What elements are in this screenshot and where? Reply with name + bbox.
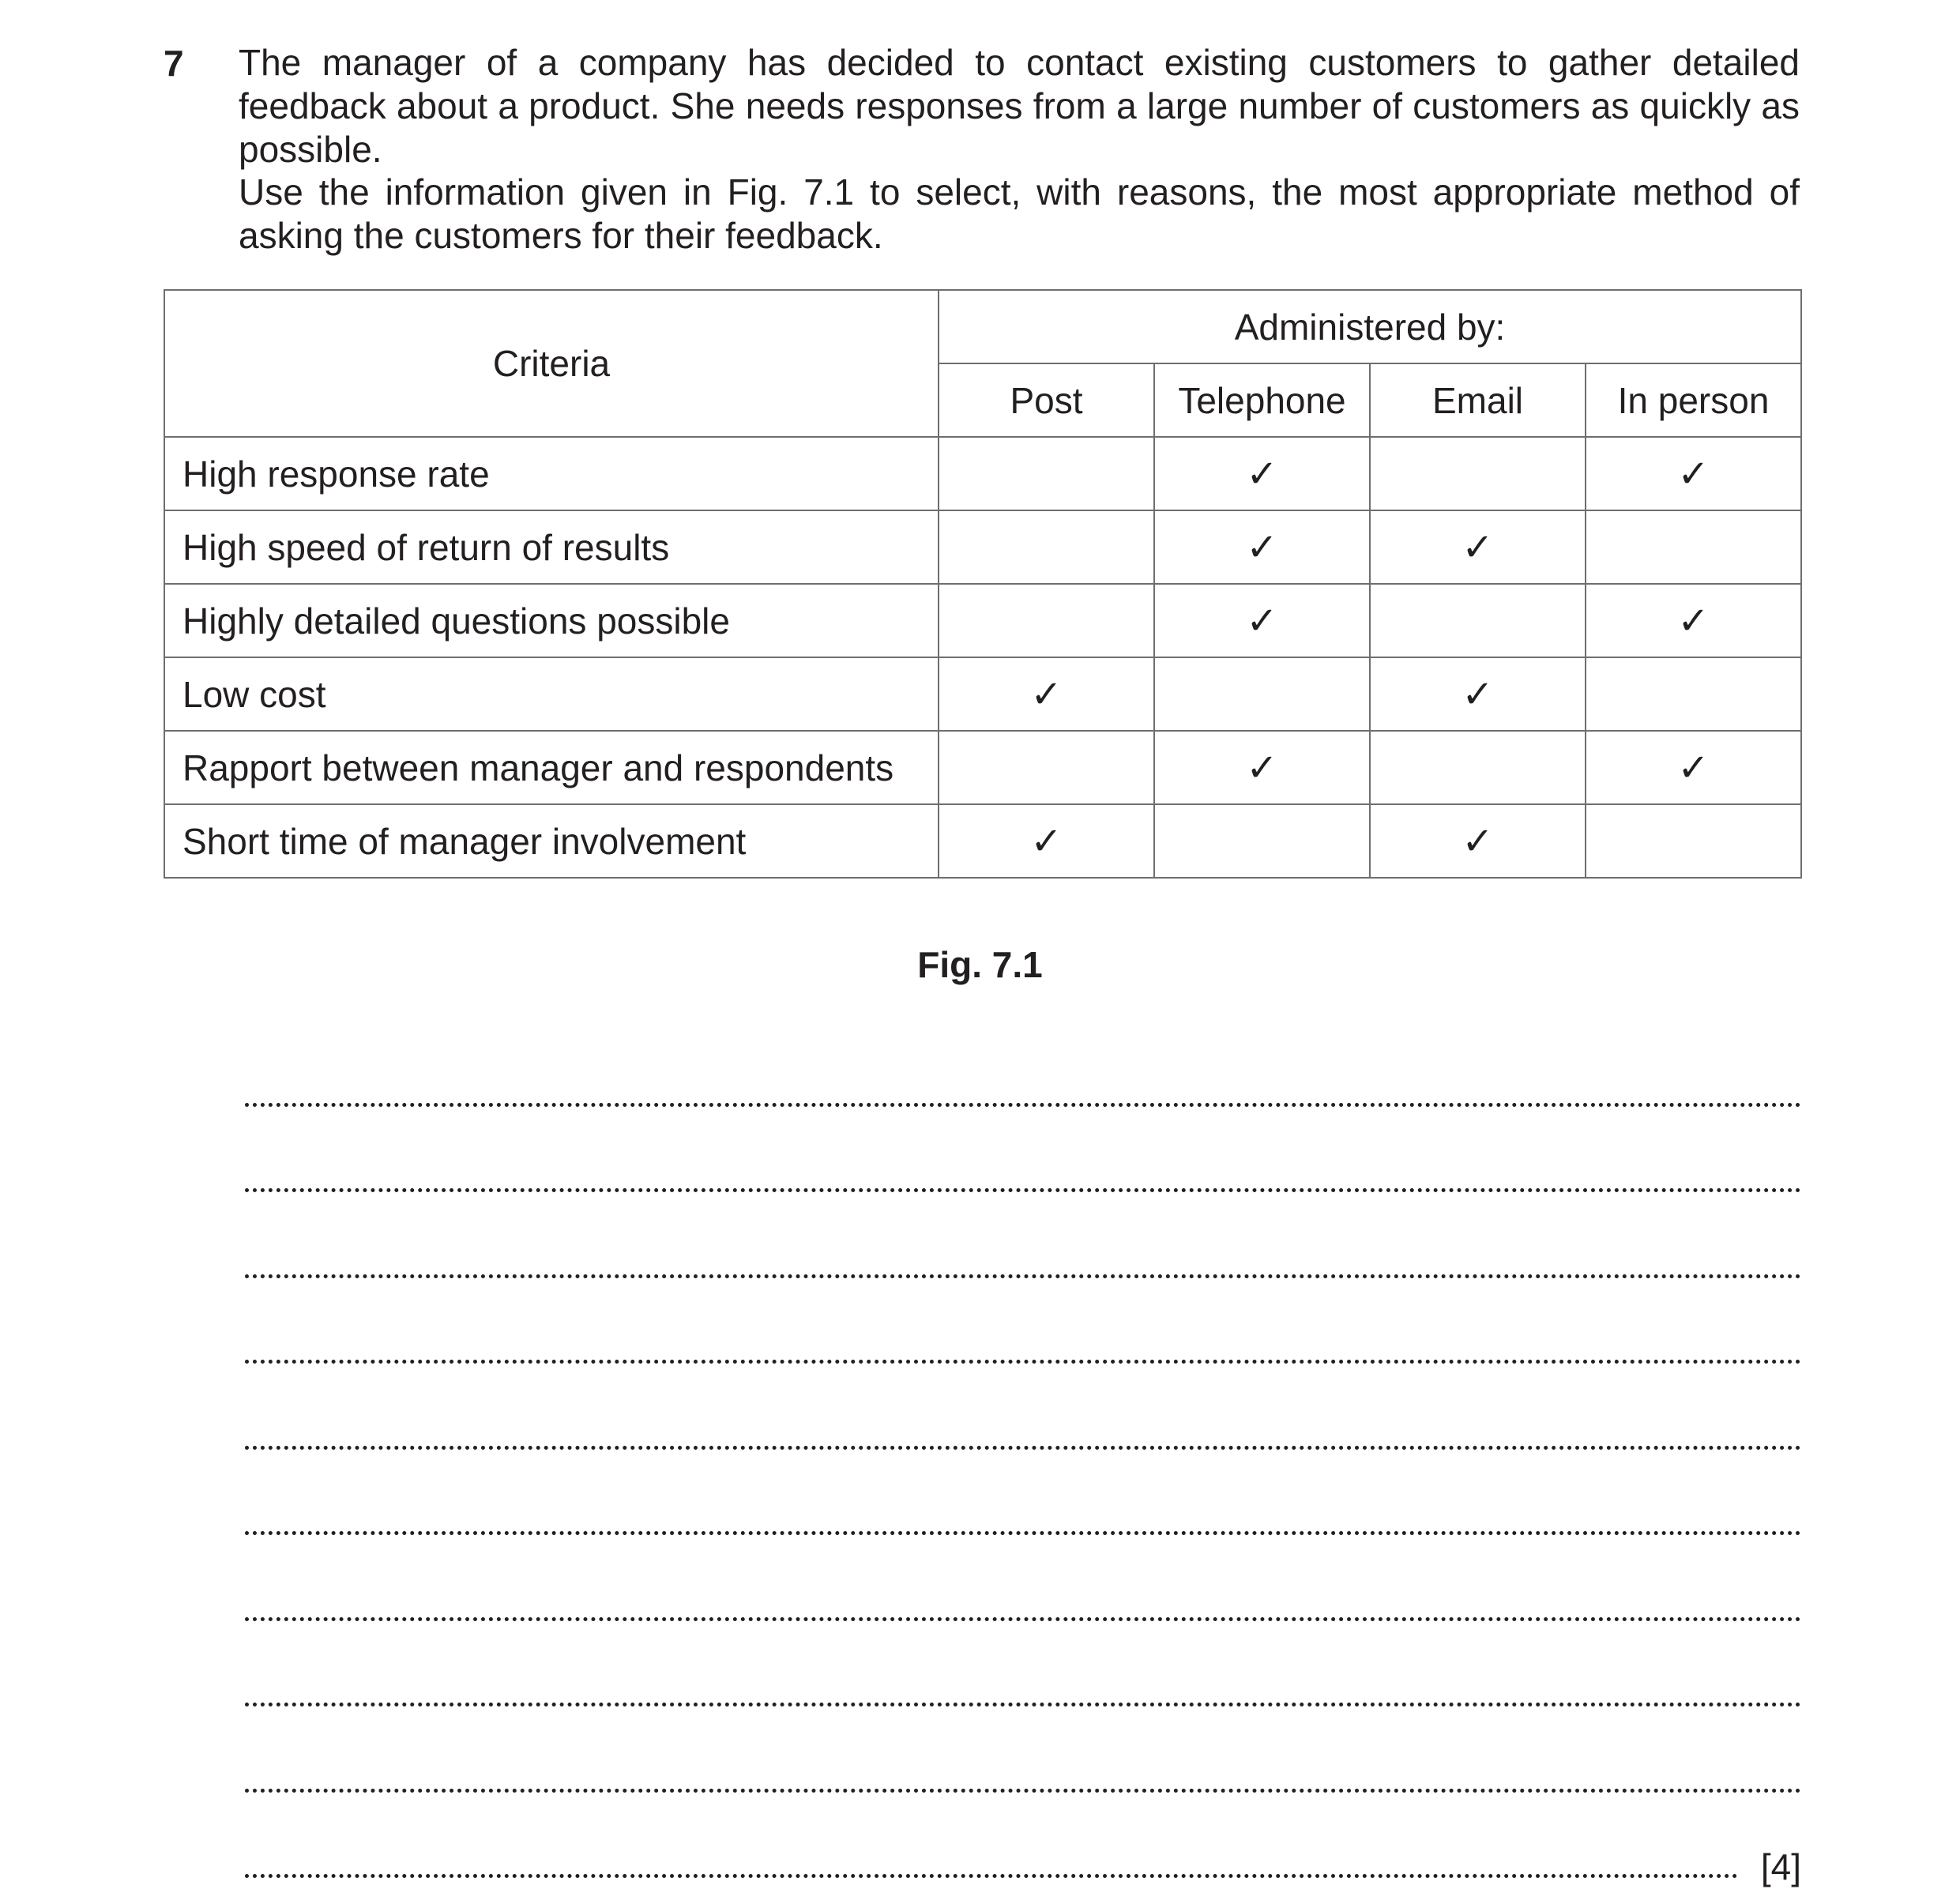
answer-line[interactable] bbox=[245, 1450, 1801, 1536]
criteria-table-body bbox=[164, 437, 1801, 878]
answer-line[interactable] bbox=[245, 1535, 1801, 1621]
question-stem: The manager of a company has decided to contact existing customers to gather detailed feedback about a product. She needs responses from a large number of customers as quickly as possible. bbox=[239, 42, 1800, 170]
criterion-label: High speed of return of results bbox=[164, 510, 939, 584]
tick-mark: ✓ bbox=[1154, 731, 1370, 804]
tick-mark: ✓ bbox=[1370, 657, 1586, 731]
criterion-label: Highly detailed questions possible bbox=[164, 584, 939, 657]
tick-mark: ✓ bbox=[1586, 731, 1801, 804]
method-header-telephone: Telephone bbox=[1154, 363, 1370, 437]
answer-line[interactable] bbox=[245, 1621, 1801, 1707]
question-number: 7 bbox=[164, 43, 184, 84]
question-instruction: Use the information given in Fig. 7.1 to select, with reasons, the most appropriate method of asking the customers for their feedback. bbox=[239, 171, 1800, 256]
empty-cell bbox=[1586, 804, 1801, 878]
empty-cell bbox=[1370, 584, 1586, 657]
criterion-label: High response rate bbox=[164, 437, 939, 510]
criterion-label: Low cost bbox=[164, 657, 939, 731]
table-row bbox=[164, 510, 1801, 584]
table-row bbox=[164, 657, 1801, 731]
empty-cell bbox=[1586, 657, 1801, 731]
table-row bbox=[164, 584, 1801, 657]
tick-mark: ✓ bbox=[939, 804, 1154, 878]
empty-cell bbox=[939, 437, 1154, 510]
method-header-post: Post bbox=[939, 363, 1154, 437]
answer-lines bbox=[245, 1021, 1801, 1887]
empty-cell bbox=[939, 731, 1154, 804]
empty-cell bbox=[1370, 731, 1586, 804]
dotted-rule bbox=[245, 1874, 1738, 1878]
method-header-email: Email bbox=[1370, 363, 1586, 437]
answer-line[interactable] bbox=[245, 1706, 1801, 1793]
empty-cell bbox=[1154, 657, 1370, 731]
figure-caption: Fig. 7.1 bbox=[917, 944, 1043, 985]
answer-line[interactable] bbox=[245, 1021, 1801, 1107]
answer-line[interactable] bbox=[245, 1364, 1801, 1450]
table-row bbox=[164, 804, 1801, 878]
tick-mark: ✓ bbox=[1370, 804, 1586, 878]
answer-line[interactable] bbox=[245, 1278, 1801, 1364]
empty-cell bbox=[1154, 804, 1370, 878]
empty-cell bbox=[1370, 437, 1586, 510]
empty-cell bbox=[939, 584, 1154, 657]
administered-by-header: Administered by: bbox=[939, 290, 1801, 363]
empty-cell bbox=[939, 510, 1154, 584]
criterion-label: Rapport between manager and respondents bbox=[164, 731, 939, 804]
tick-mark: ✓ bbox=[1586, 584, 1801, 657]
answer-line[interactable] bbox=[245, 1192, 1801, 1278]
tick-mark: ✓ bbox=[1586, 437, 1801, 510]
table-row bbox=[164, 437, 1801, 510]
tick-mark: ✓ bbox=[1154, 437, 1370, 510]
tick-mark: ✓ bbox=[1154, 510, 1370, 584]
answer-line[interactable] bbox=[245, 1107, 1801, 1193]
method-header-in-person: In person bbox=[1586, 363, 1801, 437]
tick-mark: ✓ bbox=[1370, 510, 1586, 584]
answer-line[interactable] bbox=[245, 1793, 1801, 1887]
criteria-header: Criteria bbox=[164, 290, 939, 437]
tick-mark: ✓ bbox=[939, 657, 1154, 731]
empty-cell bbox=[1586, 510, 1801, 584]
criterion-label: Short time of manager involvement bbox=[164, 804, 939, 878]
table-row bbox=[164, 731, 1801, 804]
criteria-table bbox=[164, 289, 1802, 879]
tick-mark: ✓ bbox=[1154, 584, 1370, 657]
marks-label: [4] bbox=[1760, 1846, 1801, 1887]
